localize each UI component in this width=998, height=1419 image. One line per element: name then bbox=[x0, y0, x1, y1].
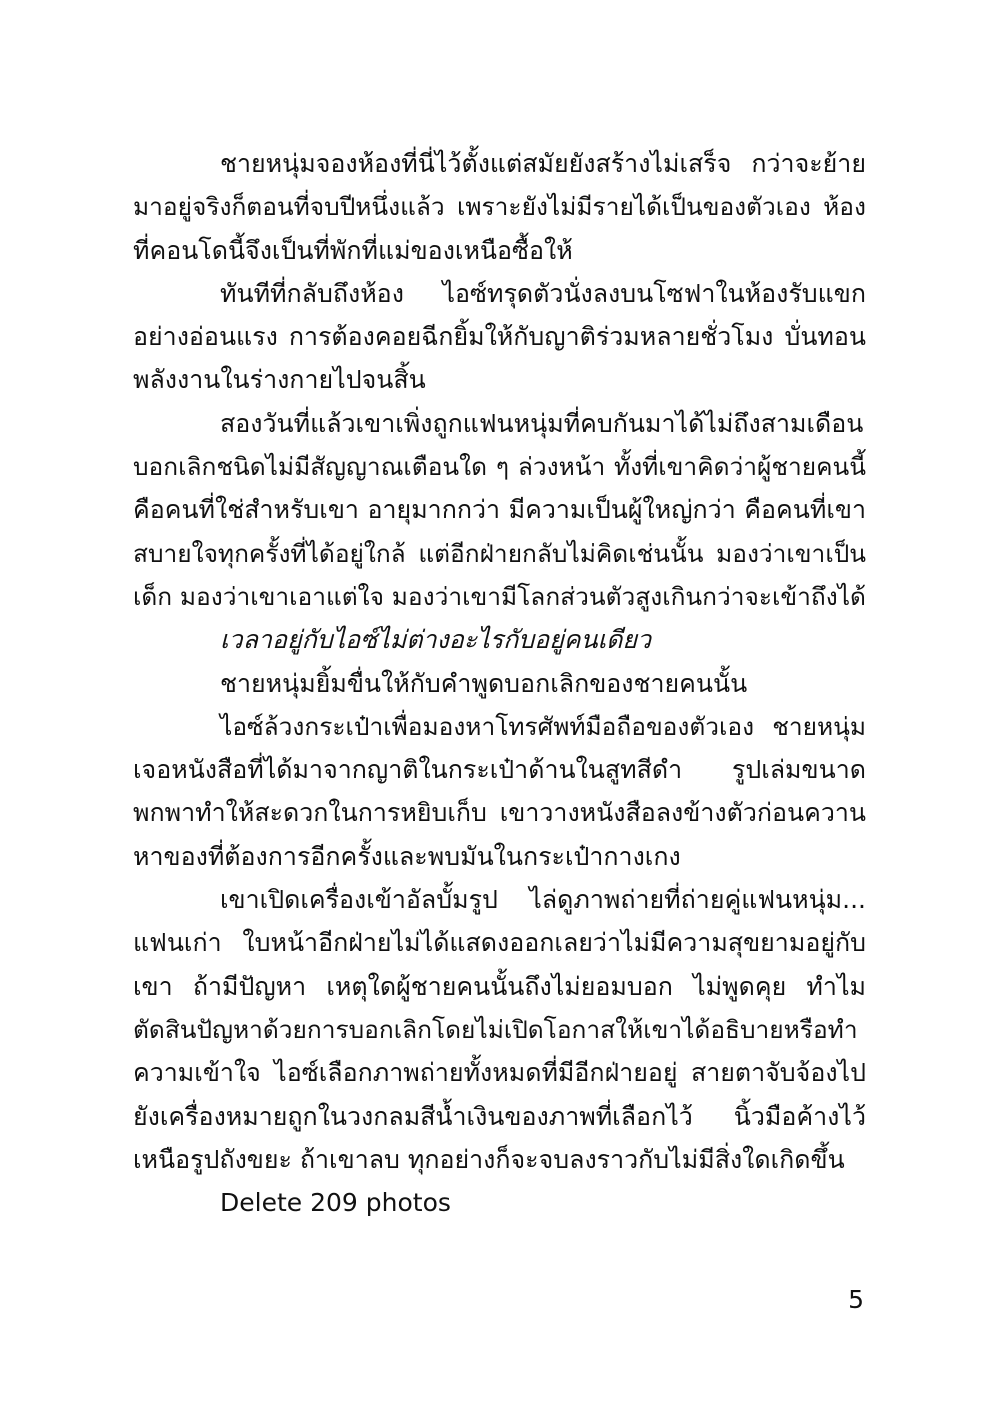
text-line: ทันทีที่กลับถึงห้อง ไอซ์ทรุดตัวนั่งลงบนโซฟาในห้องรับแขก bbox=[220, 278, 866, 308]
text-line: Delete 209 photos bbox=[220, 1188, 451, 1218]
text-line: พกพาทำให้สะดวกในการหยิบเก็บ เขาวางหนังสือลงข้างตัวก่อนควาน bbox=[133, 798, 866, 828]
text-line: ที่คอนโดนี้จึงเป็นที่พักที่แม่ของเหนือซื้อให้ bbox=[133, 235, 573, 265]
text-line: สองวันที่แล้วเขาเพิ่งถูกแฟนหนุ่มที่คบกันมาได้ไม่ถึงสามเดือน bbox=[220, 408, 864, 438]
text-line: แฟนเก่า ใบหน้าอีกฝ่ายไม่ได้แสดงออกเลยว่าไม่มีความสุขยามอยู่กับ bbox=[133, 928, 866, 958]
text-line: เวลาอยู่กับไอซ์ไม่ต่างอะไรกับอยู่คนเดียว bbox=[220, 625, 652, 655]
page-number: 5 bbox=[848, 1285, 864, 1314]
text-line: เจอหนังสือที่ได้มาจากญาติในกระเป๋าด้านในสูทสีดำ รูปเล่มขนาด bbox=[133, 755, 866, 785]
text-line: ชายหนุ่มยิ้มขื่นให้กับคำพูดบอกเลิกของชายคนนั้น bbox=[220, 668, 748, 698]
text-line: บอกเลิกชนิดไม่มีสัญญาณเตือนใด ๆ ล่วงหน้า ทั้งที่เขาคิดว่าผู้ชายคนนี้ bbox=[133, 452, 866, 482]
text-line: สบายใจทุกครั้งที่ได้อยู่ใกล้ แต่อีกฝ่ายกลับไม่คิดเช่นนั้น มองว่าเขาเป็น bbox=[133, 538, 866, 568]
text-line: ตัดสินปัญหาด้วยการบอกเลิกโดยไม่เปิดโอกาสให้เขาได้อธิบายหรือทำ bbox=[133, 1014, 858, 1044]
text-line: ไอซ์ล้วงกระเป๋าเพื่อมองหาโทรศัพท์มือถือของตัวเอง ชายหนุ่ม bbox=[220, 711, 866, 741]
body-text bbox=[133, 142, 866, 1224]
text-line: พลังงานในร่างกายไปจนสิ้น bbox=[133, 365, 426, 395]
text-line: ชายหนุ่มจองห้องที่นี่ไว้ตั้งแต่สมัยยังสร้างไม่เสร็จ กว่าจะย้าย bbox=[220, 149, 866, 178]
text-line: อย่างอ่อนแรง การต้องคอยฉีกยิ้มให้กับญาติร่วมหลายชั่วโมง บั่นทอน bbox=[133, 322, 866, 352]
text-line: หาของที่ต้องการอีกครั้งและพบมันในกระเป๋ากางเกง bbox=[133, 841, 681, 871]
text-line: เหนือรูปถังขยะ ถ้าเขาลบ ทุกอย่างก็จะจบลงราวกับไม่มีสิ่งใดเกิดขึ้น bbox=[133, 1144, 845, 1174]
text-line: เด็ก มองว่าเขาเอาแต่ใจ มองว่าเขามีโลกส่วนตัวสูงเกินกว่าจะเข้าถึงได้ bbox=[133, 581, 866, 611]
text-line: ความเข้าใจ ไอซ์เลือกภาพถ่ายทั้งหมดที่มีอีกฝ่ายอยู่ สายตาจับจ้องไป bbox=[133, 1058, 866, 1088]
text-line: เขาเปิดเครื่องเข้าอัลบั้มรูป ไล่ดูภาพถ่ายที่ถ่ายคู่แฟนหนุ่ม... bbox=[220, 885, 866, 915]
text-line: เขา ถ้ามีปัญหา เหตุใดผู้ชายคนนั้นถึงไม่ยอมบอก ไม่พูดคุย ทำไม bbox=[133, 971, 866, 1001]
text-line: มาอยู่จริงก็ตอนที่จบปีหนึ่งแล้ว เพราะยังไม่มีรายได้เป็นของตัวเอง ห้อง bbox=[133, 192, 866, 222]
text-line: ยังเครื่องหมายถูกในวงกลมสีน้ำเงินของภาพที่เลือกไว้ นิ้วมือค้างไว้ bbox=[133, 1101, 866, 1131]
text-line: คือคนที่ใช่สำหรับเขา อายุมากกว่า มีความเป็นผู้ใหญ่กว่า คือคนที่เขา bbox=[133, 495, 866, 525]
